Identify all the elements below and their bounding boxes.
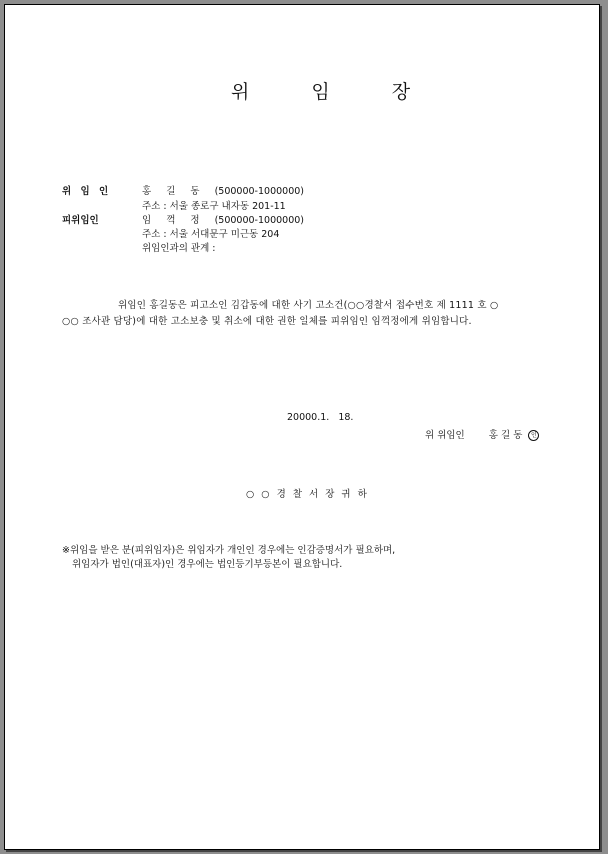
document-page <box>4 4 600 850</box>
note-line-1: ※위임을 받은 분(피위임자)은 위임자가 개인인 경우에는 인감증명서가 필요하며, <box>62 545 396 556</box>
document-date: 20000.1. 18. <box>287 412 354 423</box>
body-line-1: 위임인 홍길동은 피고소인 김갑동에 대한 사기 고소건(○○경찰서 접수번호 제 1111 호 ○ <box>118 300 499 311</box>
document-title: 위 임 장 <box>231 81 439 103</box>
delegator-label: 위 임 인 <box>62 186 112 197</box>
delegator-address: 주소 : 서울 종로구 내자동 201-11 <box>142 201 286 212</box>
seal-icon: 인 <box>528 430 539 441</box>
delegate-label: 피위임인 <box>62 215 99 226</box>
delegator-name: 홍 길 동 (500000-1000000) <box>142 186 305 197</box>
delegate-address: 주소 : 서울 서대문구 미근동 204 <box>142 229 280 240</box>
delegate-name: 임 꺽 정 (500000-1000000) <box>142 215 305 226</box>
signature-label: 위 위임인 <box>425 430 465 441</box>
body-line-2: ○○ 조사관 담당)에 대한 고소보충 및 취소에 대한 권한 일체를 피위임인 임꺽정에게 위임합니다. <box>62 316 472 327</box>
signature-block <box>425 427 539 441</box>
delegate-relation: 위임인과의 관계 : <box>142 243 216 254</box>
signature-name: 홍 길 동 <box>488 430 523 441</box>
recipient: ○ ○ 경 찰 서 장 귀 하 <box>246 489 369 500</box>
note-line-2: 위임자가 법인(대표자)인 경우에는 법인등기부등본이 필요합니다. <box>72 559 343 570</box>
